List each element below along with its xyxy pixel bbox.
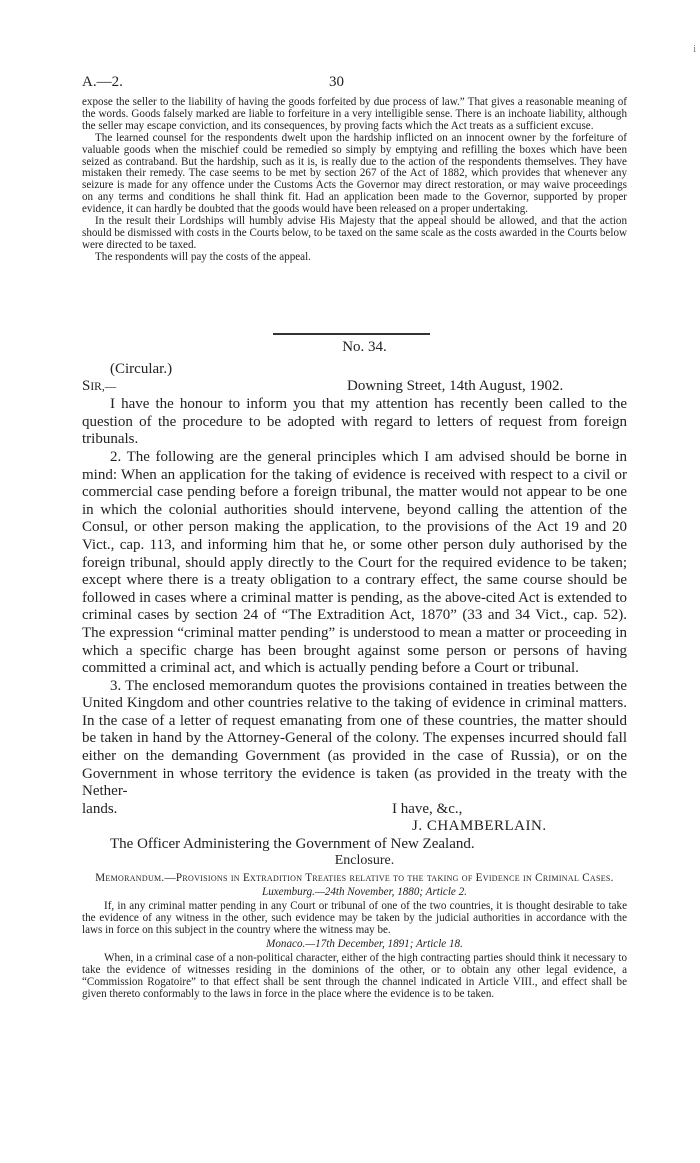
despatch <box>82 339 627 854</box>
last-line-fragment: lands. <box>82 800 118 817</box>
section-divider <box>273 333 430 335</box>
judgment-paragraph: The respondents will pay the costs of the appeal. <box>95 250 311 263</box>
salutation-line <box>82 378 627 396</box>
judgment-paragraph: The learned counsel for the respondents dwelt upon the hardship inflicted on an innocent owner by the forfeiture of valuable goods when the mischief could be remedied so simply by emptying and refilling the boxes which have been seized as contraband. But the hardship, such as it is, is really due to the action of the respondents themselves. They have mistaken their remedy. The case seems to be met by section 267 of the Act of 1882, which provides that whenever any seizure is made for any offence under the Customs Acts the Governor may direct restoration, or may waive proceedings on any terms and conditions he shall think fit. Had an application been made to the Governor, supported by proper evidence, it can hardly be doubted that the goods would have been released on a proper undertaking. <box>82 131 627 216</box>
page-edge-mark: i <box>693 44 696 55</box>
closing-line <box>82 801 627 819</box>
series-reference: A.—2. <box>82 74 123 90</box>
enclosure-title: Enclosure. <box>334 853 395 868</box>
salutation: SIR,— <box>82 378 117 395</box>
memorandum-title: —Provisions in Extradition Treaties relative to the taking of Evidence in Criminal Cases. <box>164 872 614 884</box>
judgment-paragraph: expose the seller to the liability of having the goods forfeited by due process of law.” That gives a reasonable meaning of the words. Goods falsely marked are liable to forfeiture in a very intelligible sense. There is an inchoate liability, although the seller may escape conviction, and its consequences, by proving facts which the Act treats as a sufficient excuse. <box>82 96 627 132</box>
judgment-paragraph: In the result their Lordships will humbly advise His Majesty that the appeal should be allowed, and that the action should be dismissed with costs in the Courts below, to be taxed on the same scale as the costs awarded in the Courts below were directed to be taxed. <box>82 215 627 251</box>
memorandum-label: Memorandum. <box>95 872 165 884</box>
treaty-reference: Luxemburg.—24th November, 1880; Article 2. <box>262 886 467 898</box>
despatch-paragraph: I have the honour to inform you that my attention has recently been called to the question of the procedure to be adopted with regard to letters of request from foreign tribunals. <box>82 396 627 448</box>
page-header <box>82 74 627 94</box>
circular-label: (Circular.) <box>110 360 173 377</box>
closing-formula: I have, &c., <box>392 800 463 817</box>
addressee: The Officer Administering the Government of New Zealand. <box>110 836 475 853</box>
judgment-continuation <box>82 97 627 264</box>
treaty-reference: Monaco.—17th December, 1891; Article 18. <box>266 938 463 950</box>
despatch-paragraph: 3. The enclosed memorandum quotes the provisions contained in treaties between the United Kingdom and other countries relative to the taking of evidence in criminal matters. In the case of a letter of request emanating from one of these countries, the matter should be taken in hand by the Attorney-General of the colony. The expenses incurred should fall either on the demanding Government (as provided in the case of Russia), or on the Government in whose territory the evidence is taken (as provided in the treaty with the Nether- <box>82 677 627 800</box>
treaty-text: When, in a criminal case of a non-political character, either of the high contracting parties should think it necessary to take the evidence of witnesses residing in the dominions of the other, or to obtain any other legal evidence, a “Commission Rogatoire” to that effect shall be sent through the channel indicated in Article VIII., and effect shall be given thereto conformably to the laws in force in the place where the evidence is to be taken. <box>82 952 627 1000</box>
page-number: 30 <box>329 74 344 90</box>
treaty-text: If, in any criminal matter pending in any Court or tribunal of one of the two countries, it is thought desirable to take the evidence of any witness in the other, such evidence may be taken by the judicial authorities in accordance with the laws in force on this subject in the country where the witness may be. <box>82 900 627 936</box>
memorandum-heading <box>82 872 627 884</box>
despatch-paragraph: 2. The following are the general principles which I am advised should be borne in mind: When an application for the taking of evidence is received with respect to a civil or commercial case pending before a foreign tribunal, the matter would not appear to be one in which the colonial authorities should intervene, beyond calling the attention of the Consul, or other person making the application, to the provisions of the Act 19 and 20 Vict., cap. 113, and informing him that he, or some other person duly authorised by the foreign tribunal, should apply directly to the Court for the required evidence to be taken; except where there is a treaty obligation to a contrary effect, the same course should be followed in cases where a criminal matter is pending, as the above-cited Act is extended to criminal cases by section 24 of “The Extradition Act, 1870” (33 and 34 Vict., cap. 52). The expression “criminal matter pending” is understood to mean a matter or proceeding in which a specific charge has been brought against some person or persons of having committed a criminal act, and which is actually pending before a Court or tribunal. <box>82 448 627 677</box>
dateline: Downing Street, 14th August, 1902. <box>347 378 564 395</box>
enclosure <box>82 853 627 1000</box>
despatch-number: No. 34. <box>342 339 387 355</box>
signature: J. CHAMBERLAIN. <box>412 818 547 835</box>
